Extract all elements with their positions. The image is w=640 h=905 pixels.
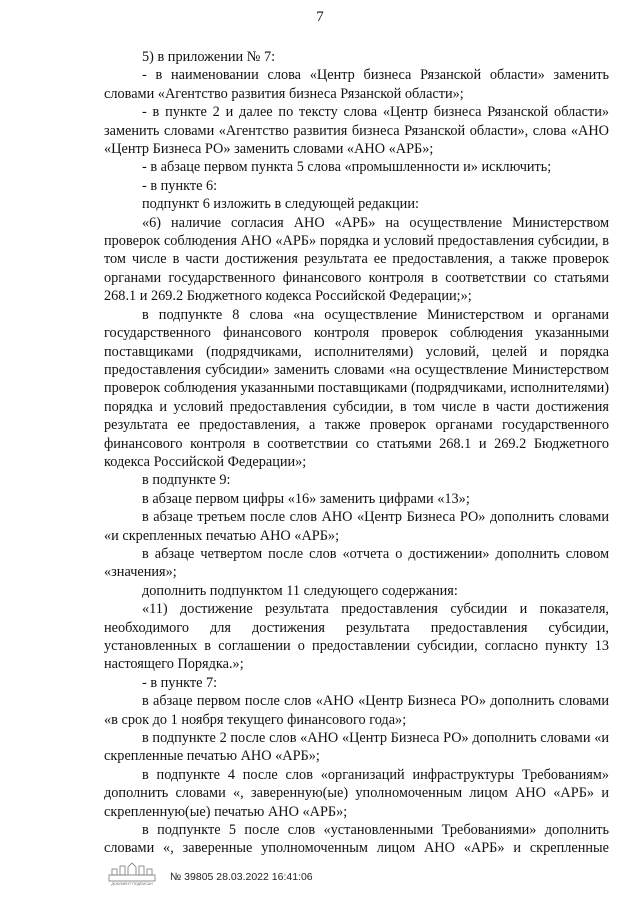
signature-stamp-icon: [104, 860, 160, 886]
paragraph: в подпункте 4 после слов «организаций инфраструктуры Требованиям» дополнить словами «, заверенную(ые) уполномоченным лицом АНО «АРБ» и скрепленную(ые) печатью АНО «АРБ»;: [104, 766, 609, 820]
document-body: [104, 48, 609, 858]
page-number: 7: [316, 9, 324, 25]
paragraph: «11) достижение результата предоставления субсидии и показателя, необходимого для достижения результата предоставления субсидии, установленных в соглашении о предоставлении субсидии, согласно пункту 13 настоящего Порядка.»;: [104, 601, 609, 673]
paragraph: подпункт 6 изложить в следующей редакции:: [142, 196, 419, 213]
paragraph: в абзаце первом цифры «16» заменить цифрами «13»;: [142, 490, 470, 507]
paragraph: в подпункте 5 после слов «установленными Требованиями» дополнить словами «, заверенные уполномоченным лицом АНО «АРБ» и скрепленные: [104, 822, 609, 857]
paragraph: - в пункте 2 и далее по тексту слова «Центр бизнеса Рязанской области» заменить словами «Агентство развития бизнеса Рязанской области», слова «АНО «Центр Бизнеса РО» заменить словами «АНО «АРБ»;: [104, 104, 609, 158]
paragraph: 5) в приложении № 7:: [142, 49, 276, 65]
paragraph: дополнить подпунктом 11 следующего содержания:: [142, 582, 458, 599]
paragraph: - в пункте 6:: [142, 177, 218, 194]
registration-meta: № 39805 28.03.2022 16:41:06: [170, 871, 313, 883]
paragraph: в подпункте 2 после слов «АНО «Центр Бизнеса РО» дополнить словами «и скрепленные печатью АНО «АРБ»;: [104, 730, 609, 765]
paragraph: «6) наличие согласия АНО «АРБ» на осуществление Министерством проверок соблюдения АНО «АРБ» порядка и условий предоставления субсидии, в том числе в части достижения результата ее предоставления, а также проверок органами государственного финансового контроля в соответствии со статьями 268.1 и 269.2 Бюджетного кодекса Российской Федерации;»;: [104, 214, 609, 305]
paragraph: в абзаце первом после слов «АНО «Центр Бизнеса РО» дополнить словами «в срок до 1 ноября текущего финансового года»;: [104, 693, 609, 728]
paragraph: в подпункте 9:: [142, 472, 231, 489]
paragraph: в абзаце четвертом после слов «отчета о достижении» дополнить словом «значения»;: [104, 545, 609, 581]
paragraph: в подпункте 8 слова «на осуществление Министерством и органами государственного финансового контроля проверок соблюдения указанными поставщиками (подрядчиками, исполнителями) условий, целей и порядка предоставления субсидии» заменить словами «на осуществление Министерством проверок соблюдения указанными поставщиками (подрядчиками, исполнителями) порядка и условий предоставления субсидии, в том числе в части достижения результата ее предоставления, а также проверок органами государственного финансового контроля в соответствии со статьями 268.1 и 269.2 Бюджетного кодекса Российской Федерации»;: [104, 306, 609, 470]
paragraph: в абзаце третьем после слов АНО «Центр Бизнеса РО» дополнить словами «и скрепленных печатью АНО «АРБ»;: [104, 509, 609, 544]
document-footer: [104, 860, 524, 888]
paragraph: - в абзаце первом пункта 5 слова «промышленности и» исключить;: [142, 159, 552, 176]
paragraph: - в пункте 7:: [142, 674, 218, 691]
stamp-caption: ДОКУМЕНТ ПОДПИСАН: [111, 882, 153, 886]
paragraph: - в наименовании слова «Центр бизнеса Рязанской области» заменить словами «Агентство развития бизнеса Рязанской области»;: [104, 67, 609, 102]
